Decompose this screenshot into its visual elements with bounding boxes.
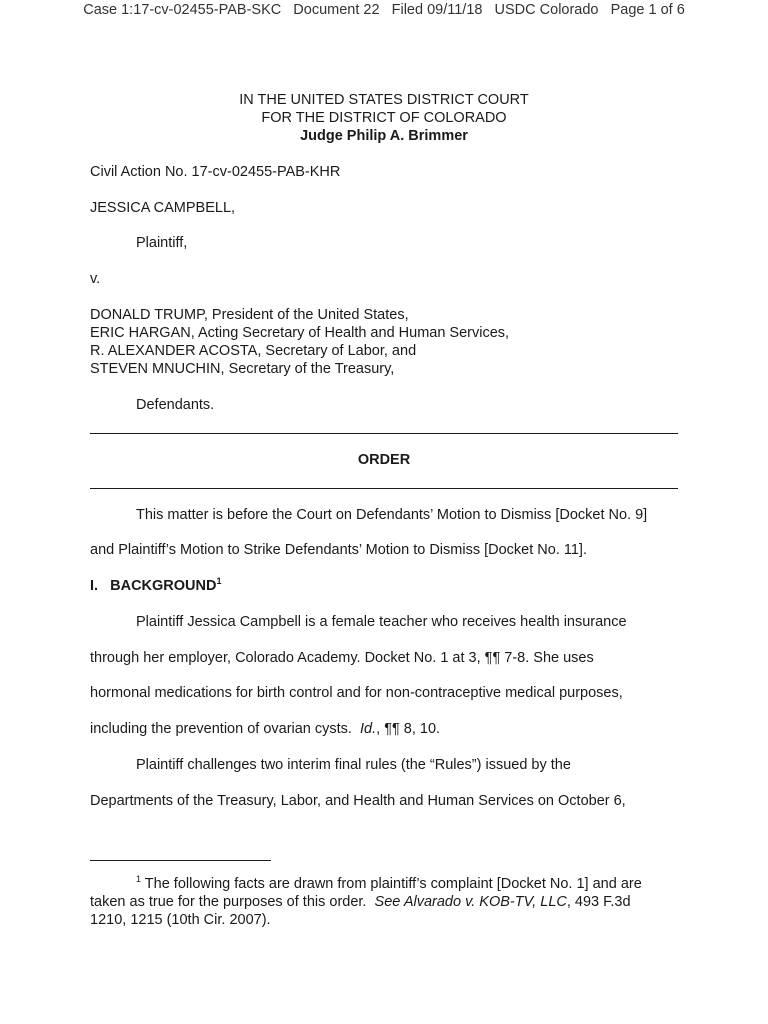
footnote-text: , 493 F.3d: [566, 894, 631, 910]
body-line: Departments of the Treasury, Labor, and Health and Human Services on October 6,: [90, 793, 626, 809]
citation-id: Id.: [360, 721, 377, 737]
body-line: hormonal medications for birth control and for non-contraceptive medical purposes,: [90, 685, 623, 701]
footnote-citation: See Alvarado v. KOB-TV, LLC: [374, 894, 567, 910]
footnote-text: The following facts are drawn from plaintiff’s complaint [Docket No. 1] and are: [141, 876, 642, 892]
defendant-line: R. ALEXANDER ACOSTA, Secretary of Labor, and: [90, 343, 417, 359]
section-heading-text: I. BACKGROUND: [90, 578, 217, 594]
defendant-line: DONALD TRUMP, President of the United States,: [90, 307, 409, 323]
section-heading: [90, 578, 222, 594]
body-line: [90, 721, 440, 737]
caption-divider-top: [90, 433, 678, 434]
caption-divider-bottom: [90, 488, 678, 489]
judge-name: Judge Philip A. Brimmer: [300, 128, 468, 144]
plaintiff-name: JESSICA CAMPBELL,: [90, 200, 236, 216]
body-text: including the prevention of ovarian cysts.: [90, 721, 361, 737]
court-name-line2: FOR THE DISTRICT OF COLORADO: [261, 110, 507, 126]
defendant-line: ERIC HARGAN, Acting Secretary of Health and Human Services,: [90, 325, 510, 341]
document-title: ORDER: [357, 452, 411, 468]
civil-action-number: Civil Action No. 17-cv-02455-PAB-KHR: [90, 164, 341, 180]
footnote-line: [136, 876, 642, 892]
filing-header: Case 1:17-cv-02455-PAB-SKC Document 22 Filed 09/11/18 USDC Colorado Page 1 of 6: [83, 2, 685, 18]
body-line: Plaintiff challenges two interim final rules (the “Rules”) issued by the: [136, 757, 571, 773]
body-line: and Plaintiff’s Motion to Strike Defendants’ Motion to Dismiss [Docket No. 11].: [90, 542, 587, 558]
versus: v.: [90, 271, 101, 287]
footnote-text: taken as true for the purposes of this order.: [90, 894, 375, 910]
footnote-mark: 1: [136, 874, 142, 884]
body-line: Plaintiff Jessica Campbell is a female teacher who receives health insurance: [136, 614, 627, 630]
plaintiff-role: Plaintiff,: [136, 235, 188, 251]
court-name-line1: IN THE UNITED STATES DISTRICT COURT: [239, 92, 529, 108]
footnote-line: [90, 894, 631, 910]
defendants-role: Defendants.: [136, 397, 215, 413]
body-line: This matter is before the Court on Defendants’ Motion to Dismiss [Docket No. 9]: [136, 507, 648, 523]
body-line: through her employer, Colorado Academy. Docket No. 1 at 3, ¶¶ 7-8. She uses: [90, 650, 594, 666]
footnote-reference: 1: [216, 576, 222, 586]
body-text: , ¶¶ 8, 10.: [376, 721, 441, 737]
footnote-separator: [90, 860, 271, 861]
footnote-line: 1210, 1215 (10th Cir. 2007).: [90, 912, 271, 928]
defendant-line: STEVEN MNUCHIN, Secretary of the Treasury,: [90, 361, 395, 377]
